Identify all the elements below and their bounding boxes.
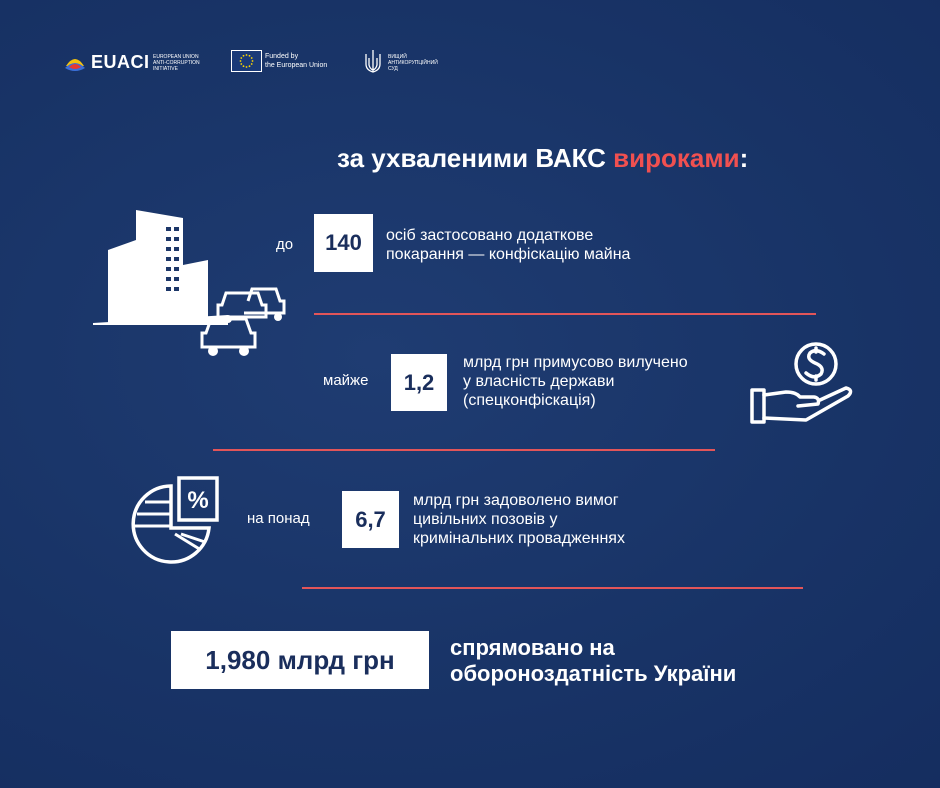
trident-icon bbox=[362, 48, 384, 76]
stat-value-box: 140 bbox=[314, 214, 373, 272]
court-logo bbox=[362, 48, 462, 76]
summary-value-box: 1,980 млрд грн bbox=[171, 631, 429, 689]
stat-prefix: майже bbox=[323, 372, 369, 389]
svg-text:%: % bbox=[187, 487, 209, 514]
headline: за ухваленими ВАКС вироками: bbox=[337, 143, 749, 173]
headline-accent: вироками bbox=[613, 143, 740, 173]
separator-line bbox=[314, 313, 816, 315]
stat-description: млрд грн задоволено вимог цивільних позовів у кримінальних провадженнях bbox=[413, 492, 625, 547]
summary-description: спрямовано на обороноздатність України bbox=[450, 635, 737, 686]
court-name: ВИЩИЙ АНТИКОРУПЦІЙНИЙ СУД bbox=[388, 54, 438, 72]
stat-prefix: до bbox=[276, 236, 294, 253]
separator-line bbox=[302, 587, 803, 589]
stat-prefix: на понад bbox=[247, 510, 310, 527]
buildings-cars-icon bbox=[88, 205, 293, 360]
eu-logo bbox=[231, 50, 361, 72]
euaci-logo bbox=[63, 50, 198, 74]
hand-money-icon bbox=[748, 340, 858, 432]
euaci-subtitle: EUROPEAN UNION ANTI-CORRUPTION INITIATIVE bbox=[153, 54, 200, 72]
stat-value-box: 6,7 bbox=[342, 491, 399, 548]
stat-description: осіб застосовано додаткове покарання — конфіскацію майна bbox=[386, 227, 631, 263]
euaci-wordmark: EUACI bbox=[91, 52, 150, 72]
eu-funding-text: Funded by the European Union bbox=[265, 53, 328, 69]
separator-line bbox=[213, 449, 715, 451]
stat-value-box: 1,2 bbox=[391, 354, 447, 411]
euaci-emblem-icon bbox=[63, 50, 87, 74]
stat-description: млрд грн примусово вилучено у власність держави (спецконфіскація) bbox=[463, 354, 688, 409]
eu-flag-icon bbox=[231, 50, 262, 72]
pie-percent-icon bbox=[125, 472, 225, 570]
